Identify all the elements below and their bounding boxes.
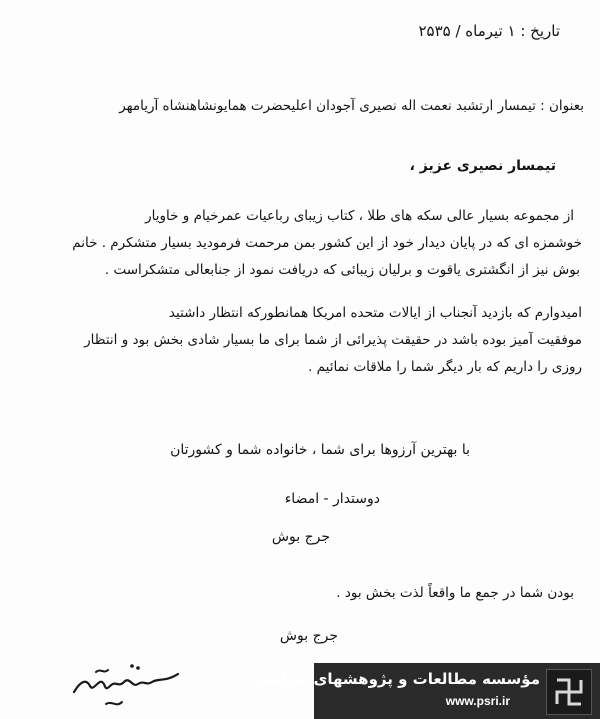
paragraph-2-line-2: موفقیت آمیز بوده باشد در حقیقت پذیرائی از شما برای ما بسیار شادی بخش بود و انتظار [84,332,582,348]
paragraph-1-line-3: بوش نیز از انگشتری یاقوت و برلیان زیبائی که دریافت نمود از جنابعالی متشکراست . [104,262,580,278]
paragraph-2-line-3: روزی را داریم که بار دیگر شما را ملاقات نمائیم . [308,359,582,375]
handwritten-signature [66,652,186,714]
institute-url: www.psri.ir [445,694,510,708]
paragraph-1-line-2: خوشمزه ای که در پایان دیدار خود از این کشور بمن مرحمت فرمودید بسیار متشکرم . خانم [72,235,582,251]
letter-closing: با بهترین آرزوها برای شما ، خانواده شما و کشورتان [170,442,470,458]
letter-addressee: بعنوان : تیمسار ارتشبد نعمت اله نصیری آجودان اعلیحضرت همایونشاهنشاه آریامهر [119,98,584,114]
paragraph-1-line-1: از مجموعه بسیار عالی سکه های طلا ، کتاب زیبای رباعیات عمرخیام و خاویار [145,208,574,224]
signer-name: جرج بوش [271,529,330,545]
signer-name-2: جرج بوش [279,628,338,644]
psri-logo-icon [546,669,592,715]
institute-watermark [251,663,600,719]
letter-postscript: بودن شما در جمع ما واقعاً لذت بخش بود . [336,585,574,601]
paragraph-2-line-1: امیدوارم که بازدید آنجناب از ایالات متحده امریکا همانطورکه انتظار داشتید [168,305,582,321]
letter-regards: دوستدار - امضاء [284,491,380,507]
letter-date: تاریخ : ۱ تیرماه / ۲۵۳۵ [418,22,560,40]
letter-salutation: تیمسار نصیری عزیز ، [409,158,556,174]
institute-name: مؤسسه مطالعات و پژوهشهای سیاسی [251,670,540,688]
